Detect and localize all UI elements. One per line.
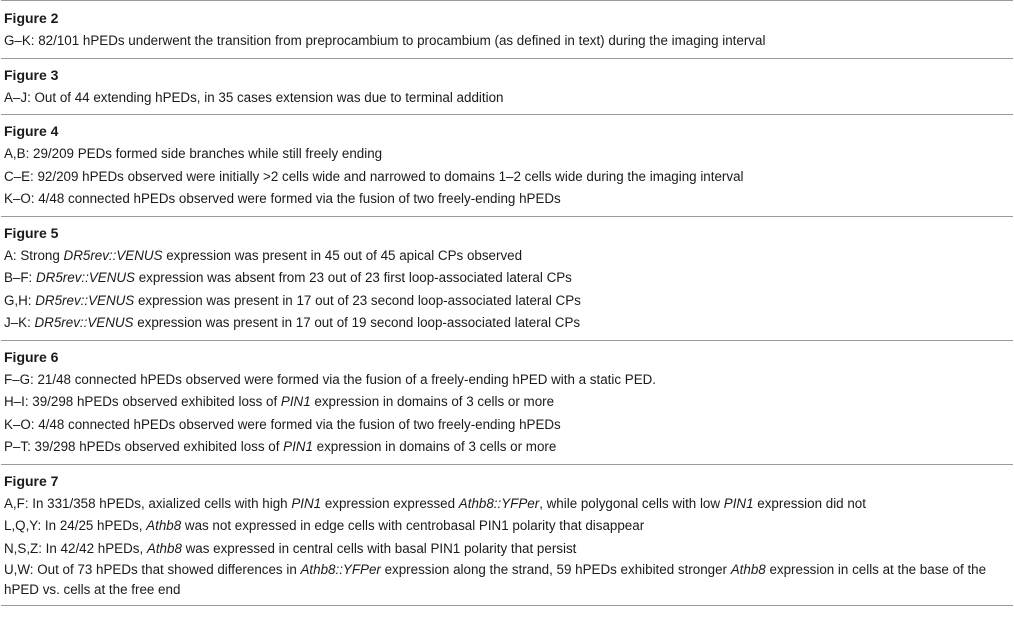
table-section bbox=[1, 114, 1013, 216]
row-text: expression in domains of 3 cells or more bbox=[310, 394, 555, 409]
italic-term: PIN1 bbox=[291, 495, 322, 511]
section-title: Figure 6 bbox=[4, 348, 59, 365]
row-text: U,W: Out of 73 hPEDs that showed differences in bbox=[4, 562, 301, 577]
row-text: , while polygonal cells with low bbox=[539, 495, 724, 511]
figure-observations-table bbox=[1, 0, 1013, 606]
table-row bbox=[4, 436, 1013, 459]
row-text: J–K: bbox=[4, 315, 35, 330]
row-text: A,B: 29/209 PEDs formed side branches while still freely ending bbox=[4, 146, 383, 161]
table-section bbox=[1, 464, 1013, 606]
table-row bbox=[4, 414, 1013, 437]
italic-term: PIN1 bbox=[283, 439, 313, 454]
italic-term: PIN1 bbox=[280, 394, 311, 409]
table-row bbox=[4, 538, 1013, 561]
table-section bbox=[1, 216, 1013, 340]
table-row bbox=[4, 245, 1013, 268]
table-row bbox=[4, 143, 1013, 166]
italic-term: Athb8::YFPer bbox=[300, 562, 381, 577]
section-title: Figure 7 bbox=[4, 472, 59, 489]
table-row bbox=[4, 267, 1013, 290]
table-row bbox=[4, 30, 1013, 53]
table-row bbox=[4, 312, 1013, 335]
table-section bbox=[1, 340, 1013, 464]
italic-term: PIN1 bbox=[723, 495, 754, 511]
table-row bbox=[4, 166, 1013, 189]
table-row bbox=[4, 188, 1013, 211]
table-row bbox=[4, 87, 1013, 110]
table-section bbox=[1, 58, 1013, 115]
row-text: G,H: bbox=[4, 292, 36, 308]
italic-term: Athb8 bbox=[730, 562, 766, 577]
row-text: K–O: 4/48 connected hPEDs observed were formed via the fusion of two freely-ending hPEDs bbox=[4, 191, 561, 206]
table-row bbox=[4, 515, 1013, 538]
row-text: A: Strong bbox=[4, 247, 64, 263]
row-text: was not expressed in edge cells with centrobasal PIN1 polarity that disappear bbox=[181, 518, 645, 533]
row-text: A,F: In 331/358 hPEDs, axialized cells with high bbox=[4, 495, 292, 511]
row-text: K–O: 4/48 connected hPEDs observed were formed via the fusion of two freely-ending hPEDs bbox=[4, 416, 561, 432]
row-text: was expressed in central cells with basal PIN1 polarity that persist bbox=[181, 540, 577, 556]
row-text: H–I: 39/298 hPEDs observed exhibited loss of bbox=[4, 394, 281, 409]
italic-term: Athb8 bbox=[146, 518, 182, 533]
row-text: expression was present in 45 out of 45 apical CPs observed bbox=[162, 247, 523, 263]
table-row bbox=[4, 290, 1013, 313]
italic-term: Athb8 bbox=[146, 540, 182, 556]
row-text: L,Q,Y: In 24/25 hPEDs, bbox=[4, 518, 147, 533]
italic-term: DR5rev::VENUS bbox=[63, 247, 163, 263]
table-row bbox=[4, 493, 1013, 516]
table-section bbox=[1, 0, 1013, 58]
row-text: expression did not bbox=[753, 495, 866, 511]
section-title: Figure 4 bbox=[4, 123, 59, 139]
section-title: Figure 2 bbox=[4, 10, 59, 26]
row-text: expression was absent from 23 out of 23 first loop-associated lateral CPs bbox=[134, 270, 572, 285]
row-text: expression expressed bbox=[321, 495, 459, 511]
row-text: G–K: 82/101 hPEDs underwent the transition from preprocambium to procambium (as defined in text) during the imaging interval bbox=[4, 33, 766, 48]
row-text: N,S,Z: In 42/42 hPEDs, bbox=[4, 540, 147, 556]
row-text: C–E: 92/209 hPEDs observed were initially >2 cells wide and narrowed to domains 1–2 cells wide during the imaging interval bbox=[4, 168, 744, 184]
table-row bbox=[4, 560, 1013, 600]
table-bottom-rule bbox=[1, 605, 1013, 606]
row-text: expression along the strand, 59 hPEDs exhibited stronger bbox=[380, 562, 731, 577]
row-text: expression in domains of 3 cells or more bbox=[312, 439, 557, 454]
section-title: Figure 3 bbox=[4, 66, 59, 83]
row-text: B–F: bbox=[4, 270, 36, 285]
italic-term: DR5rev::VENUS bbox=[34, 315, 134, 330]
table-row bbox=[4, 391, 1013, 414]
row-text: F–G: 21/48 connected hPEDs observed were formed via the fusion of a freely-ending hPED with a static PED. bbox=[4, 371, 657, 387]
row-text: expression was present in 17 out of 23 second loop-associated lateral CPs bbox=[134, 292, 581, 308]
row-text: P–T: 39/298 hPEDs observed exhibited loss of bbox=[4, 439, 284, 454]
italic-term: Athb8::YFPer bbox=[458, 495, 540, 511]
row-text: expression in cells at the base of the hPED vs. cells at the free end bbox=[4, 562, 987, 597]
italic-term: DR5rev::VENUS bbox=[35, 292, 135, 308]
section-title: Figure 5 bbox=[4, 224, 59, 241]
italic-term: DR5rev::VENUS bbox=[36, 270, 135, 285]
row-text: A–J: Out of 44 extending hPEDs, in 35 cases extension was due to terminal addition bbox=[4, 89, 504, 105]
row-text: expression was present in 17 out of 19 second loop-associated lateral CPs bbox=[133, 315, 581, 330]
table-row bbox=[4, 369, 1013, 392]
